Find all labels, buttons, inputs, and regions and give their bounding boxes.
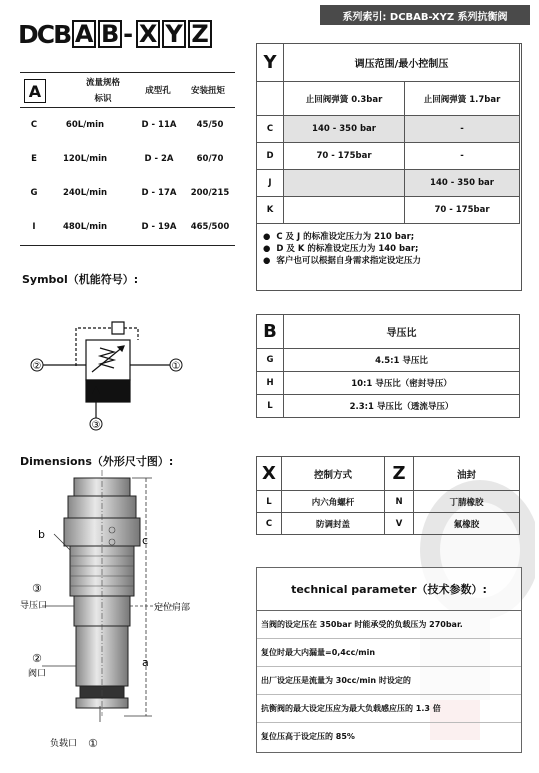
table-row: [257, 170, 520, 197]
row-range-2: 70 - 175bar: [405, 197, 520, 224]
valve-port-label: 阀口: [28, 669, 47, 679]
series-banner: 系列索引: DCBAB-XYZ 系列抗衡阀: [320, 5, 530, 25]
row-flow: 120L/min: [62, 154, 108, 164]
table-a-header-cavity: 成型孔: [145, 86, 171, 96]
note-item: ● 客户也可以根据自身需求指定设定压力: [263, 256, 421, 266]
tech-row: 出厂设定压是流量为 30cc/min 时设定的: [257, 667, 521, 695]
table-row: [20, 210, 235, 244]
row-code: D: [257, 143, 284, 170]
table-b: [256, 314, 520, 418]
row-torque: 45/50: [196, 120, 224, 130]
row-range-2: -: [405, 116, 520, 143]
row-x-code: L: [257, 491, 282, 513]
table-y-notes: [257, 223, 521, 267]
table-y-title: 调压范围/最小控制压: [284, 44, 520, 82]
table-row: [20, 108, 235, 142]
table-a-header: [20, 72, 235, 108]
note-item: ● C 及 J 的标准设定压力为 210 bar;: [263, 232, 415, 242]
table-row: [257, 197, 520, 224]
row-range-2: 140 - 350 bar: [405, 170, 520, 197]
row-code: I: [32, 222, 36, 232]
row-code: H: [257, 372, 284, 395]
symbol-port-3: ③: [91, 420, 101, 431]
load-port-label: 负载口: [50, 739, 78, 749]
table-x-title: 控制方式: [282, 457, 385, 491]
row-x-text: 防调封盖: [282, 513, 385, 535]
row-range-2: -: [405, 143, 520, 170]
model-letter-x: X: [136, 20, 160, 48]
row-cavity: D - 19A: [141, 222, 177, 232]
model-letter-a: A: [72, 20, 96, 48]
dimension-label-a: a: [142, 656, 149, 669]
row-text: 4.5:1 导压比: [284, 349, 520, 372]
row-cavity: D - 2A: [144, 154, 174, 164]
row-z-text: 丁腈橡胶: [414, 491, 520, 513]
tech-row: 复位压高于设定压的 85%: [261, 732, 355, 741]
dimension-label-b: b: [38, 528, 45, 541]
row-cavity: D - 17A: [141, 188, 177, 198]
model-letter-b: B: [98, 20, 122, 48]
row-range-1: [284, 170, 405, 197]
row-z-code: V: [385, 513, 414, 535]
technical-parameter-box: [256, 567, 522, 753]
cartridge-drawing: [14, 470, 244, 760]
row-cavity: D - 11A: [141, 120, 177, 130]
row-code: G: [257, 349, 284, 372]
valve-port-number: ②: [32, 652, 42, 665]
row-z-code: N: [385, 491, 414, 513]
row-range-1: 70 - 175bar: [284, 143, 405, 170]
symbol-title: Symbol（机能符号）:: [22, 273, 139, 286]
table-x-code: X: [257, 457, 282, 491]
table-a-header-mark: 标识: [94, 94, 112, 104]
model-letter-z: Z: [188, 20, 212, 48]
table-a-code: A: [24, 79, 46, 103]
table-y-code: Y: [257, 44, 284, 82]
table-z-title: 油封: [414, 457, 520, 491]
row-code: C: [30, 120, 38, 130]
table-y-col2: 止回阀弹簧 1.7bar: [405, 82, 520, 116]
row-code: G: [30, 188, 38, 198]
symbol-port-2: ②: [32, 361, 42, 372]
dimensions-title: Dimensions（外形尺寸图）:: [20, 455, 174, 468]
row-x-text: 内六角螺杆: [282, 491, 385, 513]
tech-title: technical parameter（技术参数）:: [257, 568, 521, 611]
table-row: [257, 143, 520, 170]
row-code: E: [31, 154, 37, 164]
row-x-code: C: [257, 513, 282, 535]
table-row: [257, 372, 520, 395]
table-y-box: [256, 43, 522, 291]
table-row: [257, 395, 520, 418]
table-a-bottom-rule: [20, 244, 235, 246]
row-torque: 200/215: [190, 188, 230, 198]
table-row: [20, 176, 235, 210]
dimension-label-c: c: [142, 534, 149, 547]
shoulder-label: 定位肩部: [154, 603, 191, 613]
row-range-1: 140 - 350 bar: [284, 116, 405, 143]
tech-row: 抗衡阀的最大设定压应为最大负载感应压的 1.3 倍: [257, 695, 521, 723]
load-port-number: ①: [88, 737, 98, 750]
table-x-z: [256, 456, 520, 535]
row-flow: 480L/min: [62, 222, 108, 232]
row-text: 10:1 导压比（密封导压）: [284, 372, 520, 395]
table-row: [257, 349, 520, 372]
table-row: [257, 491, 520, 513]
row-flow: 60L/min: [65, 120, 105, 130]
symbol-port-1: ①: [171, 361, 181, 372]
table-row: [20, 142, 235, 176]
model-dash: -: [123, 20, 134, 48]
tech-row: 复位时最大内漏量=0,4cc/min: [257, 639, 521, 667]
pilot-port-label: 导压口: [20, 601, 48, 611]
row-code: L: [257, 395, 284, 418]
row-text: 2.3:1 导压比（透流导压）: [284, 395, 520, 418]
table-b-title: 导压比: [284, 315, 520, 349]
row-code: K: [257, 197, 284, 224]
row-torque: 60/70: [196, 154, 224, 164]
table-b-code: B: [257, 315, 284, 349]
model-letter-y: Y: [162, 20, 186, 48]
table-a-header-torque: 安装扭矩: [190, 86, 225, 96]
table-a-header-flow: 流量规格: [85, 78, 120, 88]
row-code: C: [257, 116, 284, 143]
model-prefix: DCB: [18, 19, 71, 49]
table-row: [257, 513, 520, 535]
row-torque: 465/500: [190, 222, 230, 232]
table-z-code: Z: [385, 457, 414, 491]
table-y-col1: 止回阀弹簧 0.3bar: [284, 82, 405, 116]
row-code: J: [257, 170, 284, 197]
row-flow: 240L/min: [62, 188, 108, 198]
table-row: [257, 116, 520, 143]
model-code-title: [18, 16, 212, 52]
pilot-port-number: ③: [32, 582, 42, 595]
hydraulic-symbol: [28, 300, 188, 435]
row-z-text: 氟橡胶: [414, 513, 520, 535]
row-range-1: [284, 197, 405, 224]
table-a-flow: [20, 72, 235, 246]
table-y: [256, 43, 520, 224]
table-y-corner: [257, 82, 284, 116]
note-item: ● D 及 K 的标准设定压力为 140 bar;: [263, 244, 419, 254]
tech-row: 当阀的设定压在 350bar 时能承受的负载压为 270bar.: [257, 611, 521, 639]
